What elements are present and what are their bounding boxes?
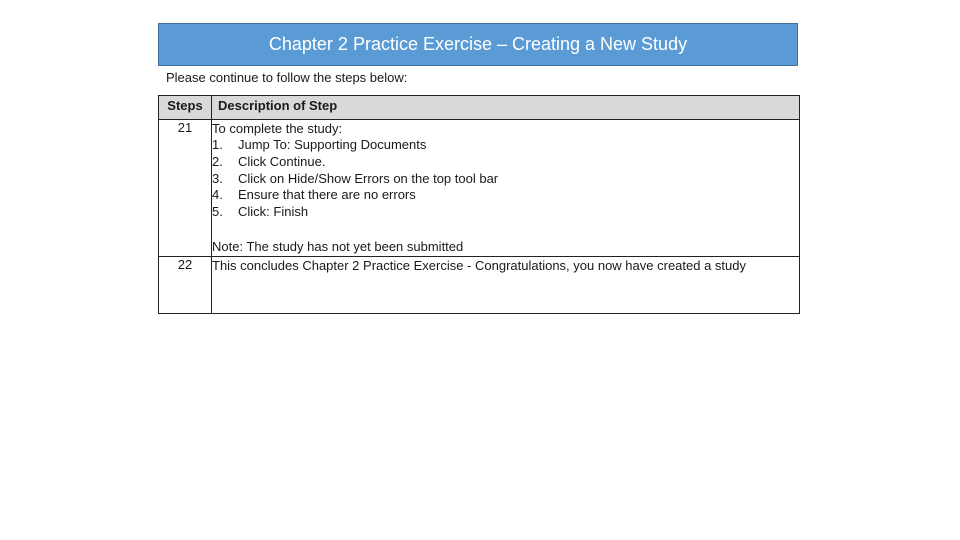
- substep-text: Click Continue.: [238, 153, 326, 169]
- substep-number: 3.: [212, 170, 223, 186]
- substep-item: [212, 171, 799, 188]
- substep-item: [212, 137, 799, 154]
- table-row: [159, 120, 800, 257]
- table-header-row: [159, 96, 800, 120]
- steps-table: [158, 95, 800, 314]
- substep-item: [212, 204, 799, 221]
- steps-column-header: Steps: [159, 96, 212, 120]
- title-banner: [158, 23, 798, 66]
- substep-number: 4.: [212, 187, 223, 203]
- substep-text: Click: Finish: [238, 204, 309, 220]
- substep-item: [212, 187, 799, 204]
- substep-text: Click on Hide/Show Errors on the top tool bar: [238, 170, 499, 186]
- substep-number: 5.: [212, 204, 223, 220]
- step-lead-text: To complete the study:: [212, 121, 343, 136]
- substep-text: Ensure that there are no errors: [238, 187, 416, 203]
- page-title: Chapter 2 Practice Exercise – Creating a New Study: [268, 34, 688, 54]
- description-column-header: Description of Step: [212, 96, 800, 120]
- substep-item: [212, 154, 799, 171]
- substep-number: 2.: [212, 153, 223, 169]
- table-row: [159, 257, 800, 314]
- substep-number: 1.: [212, 137, 223, 152]
- step-number: 22: [159, 257, 212, 314]
- step-number: 21: [159, 120, 212, 257]
- step-description: [212, 120, 800, 257]
- step-lead-text: This concludes Chapter 2 Practice Exercise - Congratulations, you now have created a study: [212, 258, 746, 273]
- step-description: [212, 257, 800, 314]
- intro-text: Please continue to follow the steps below:: [166, 70, 408, 85]
- substep-text: Jump To: Supporting Documents: [238, 137, 427, 152]
- step-note: Note: The study has not yet been submitted: [212, 238, 464, 254]
- substep-list: [212, 137, 799, 221]
